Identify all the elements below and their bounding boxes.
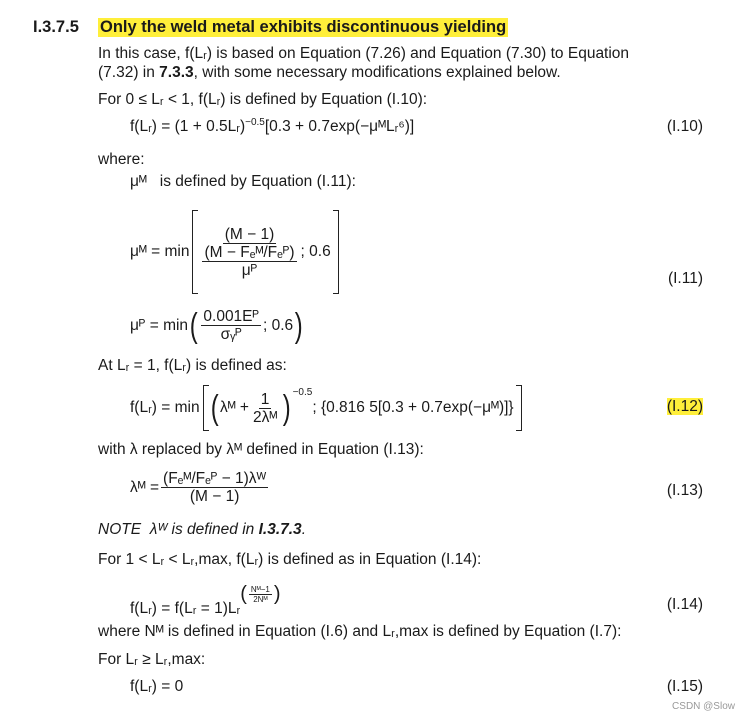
equation-number: (I.10)	[666, 118, 703, 135]
left-paren: (	[189, 306, 198, 345]
where-label: where:	[98, 151, 145, 168]
text: .	[301, 521, 306, 538]
left-bracket	[192, 210, 198, 294]
paragraph-lr-equal-1: At Lᵣ = 1, f(Lᵣ) is defined as:	[98, 357, 287, 374]
eq-text: λᴹ +	[219, 399, 249, 416]
equation-i12	[130, 385, 522, 431]
eq-text: f(Lᵣ) = (1 + 0.5Lᵣ)	[130, 118, 246, 135]
section-number: I.3.7.5	[33, 18, 79, 36]
equation-i13	[130, 470, 270, 505]
equation-number: (I.14)	[666, 596, 703, 613]
fraction	[201, 308, 261, 343]
eq-exponent: −0.5	[245, 116, 265, 128]
equation-number: (I.15)	[666, 678, 703, 695]
eq-text: [0.3 + 0.7exp(−μᴹLᵣ⁶)]	[264, 118, 415, 135]
eq-text: ; {0.816 5[0.3 + 0.7exp(−μᴹ)]}	[312, 399, 514, 416]
note-text: λᵂ is defined in	[149, 521, 259, 538]
denominator: 2λᴹ	[252, 408, 278, 426]
right-paren: )	[294, 306, 303, 345]
numerator: 0.001Eᴾ	[203, 308, 260, 325]
inner-numerator: (M − Fₑᴹ/Fₑᴾ)	[204, 243, 295, 261]
equation-number-highlighted: (I.12)	[666, 398, 703, 415]
equation-i10	[130, 118, 414, 136]
eq-exponent: −0.5	[292, 387, 313, 398]
text: (7.32) in	[98, 64, 160, 81]
eq-text: f(Lᵣ) = f(Lᵣ = 1)Lᵣ	[130, 600, 241, 617]
numerator: 1	[260, 390, 270, 408]
left-bracket	[203, 385, 209, 431]
right-bracket	[516, 385, 522, 431]
denominator: σᵧᴾ	[220, 326, 242, 343]
equation-i14	[130, 583, 281, 618]
fraction	[251, 391, 279, 426]
eq-tail: ; 0.6	[263, 316, 294, 334]
clause-reference: 7.3.3	[159, 64, 194, 81]
note-label: NOTE	[98, 521, 142, 538]
paragraph-range-1: For 0 ≤ Lᵣ < 1, f(Lᵣ) is defined by Equation (I.10):	[98, 91, 428, 108]
eq-exponent: ( $\frac{\text{Nᴹ−1}}{\text{2Nᴹ}}$ )	[240, 583, 281, 605]
eq-lhs: f(Lᵣ) = min	[130, 399, 200, 416]
clause-reference: I.3.7.3	[258, 521, 302, 538]
denominator: 2Nᴹ	[253, 595, 268, 604]
eq-lhs: μᴹ = min	[130, 243, 190, 260]
mu-definition	[130, 173, 356, 191]
equation-i11	[130, 210, 339, 294]
section-title: Only the weld metal exhibits discontinuous yielding	[100, 18, 507, 36]
eq-lhs: λᴹ =	[130, 478, 160, 496]
equation-number: (I.13)	[666, 482, 703, 499]
right-bracket	[333, 210, 339, 294]
numerator: Nᴹ−1	[250, 585, 270, 594]
denominator	[200, 244, 298, 279]
inner-denominator: μᴾ	[241, 261, 258, 279]
note	[98, 521, 306, 539]
right-paren: )	[282, 389, 291, 427]
eq-tail: ; 0.6	[300, 243, 331, 260]
equation-i15: f(Lᵣ) = 0	[130, 678, 184, 695]
paragraph-range-3: For Lᵣ ≥ Lᵣ,max:	[98, 651, 206, 668]
text: is defined by Equation (I.11):	[159, 173, 356, 190]
paragraph-intro-line2	[98, 64, 561, 82]
fraction	[200, 226, 298, 279]
numerator: (Fₑᴹ/Fₑᴾ − 1)λᵂ	[163, 470, 267, 487]
left-paren: (	[210, 389, 219, 427]
paragraph-range-2: For 1 < Lᵣ < Lᵣ,max, f(Lᵣ) is defined as in Equation (I.14):	[98, 551, 482, 568]
eq-lhs: μᴾ = min	[130, 316, 189, 334]
fraction	[161, 470, 268, 505]
paragraph-nm: where Nᴹ is defined in Equation (I.6) and Lᵣ,max is defined by Equation (I.7):	[98, 623, 622, 640]
mu-symbol: μᴹ	[130, 173, 147, 190]
text: , with some necessary modifications explained below.	[193, 64, 561, 81]
equation-i11-mup	[130, 308, 305, 343]
paragraph-lambda: with λ replaced by λᴹ defined in Equation (I.13):	[98, 441, 424, 458]
watermark: CSDN @Slow	[672, 701, 735, 712]
denominator: (M − 1)	[189, 488, 240, 505]
paragraph-intro-line1: In this case, f(Lᵣ) is based on Equation (7.26) and Equation (7.30) to Equation	[98, 45, 630, 62]
equation-number: (I.11)	[667, 270, 703, 287]
numerator: (M − 1)	[224, 225, 275, 243]
